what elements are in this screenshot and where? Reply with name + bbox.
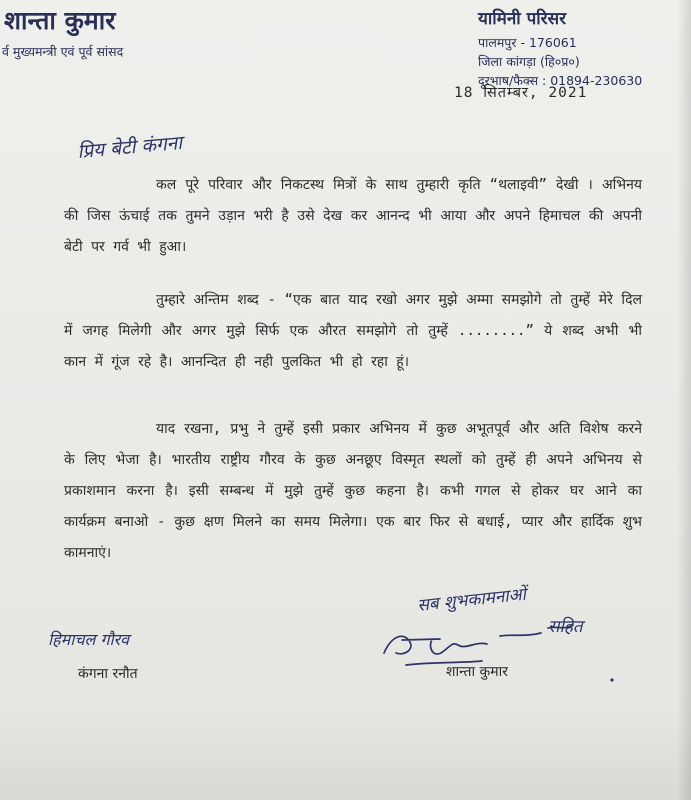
handwritten-recipient-note: हिमाचल गौरव xyxy=(48,630,130,649)
sender-name: शान्ता कुमार xyxy=(446,664,508,680)
handwritten-closing-line-1: सब शुभकामनाओं xyxy=(416,584,527,616)
page-bottom-shadow xyxy=(0,710,691,800)
paragraph-text: कल पूरे परिवार और निकटस्थ मित्रों के साथ तुम्हारी कृति “थलाइवी” देखी । अभिनय की जिस ऊंचाई तक तुमने उड़ान भरी है उसे देख कर आनन्द भी आया और अपने हिमाचल की अपनी बेटी पर गर्व भी हुआ। xyxy=(64,177,642,255)
paragraph-text: तुम्हारे अन्तिम शब्द - “एक बात याद रखो अगर मुझे अम्मा समझोगे तो तुम्हें मेरे दिल में जगह मिलेगी और अगर मुझे सिर्फ एक औरत समझोगे तो तुम्हें ........” ये शब्द अभी भी कान में गूंज रहे है। आनन्दित ही नही पुलकित भी हो रहा हूं। xyxy=(64,292,642,370)
letterhead-designation: र्व मुख्यमन्त्री एवं पूर्व सांसद xyxy=(2,44,124,59)
address-line-district: जिला कांगड़ा (हि०प्र०) xyxy=(478,54,580,69)
paragraph-text: याद रखना, प्रभु ने तुम्हें इसी प्रकार अभिनय में कुछ अभूतपूर्व और अति विशेष करने के लिए भेजा है। भारतीय राष्ट्रीय गौरव के कुछ अनछूए विस्मृत स्थलों को तुम्हें ही अपने अभिनय से प्रकाशमान करना है। इसी सम्बन्ध में मुझे तुम्हें कुछ कहना है। कभी गगल से होकर घर आने का कार्यक्रम बनाओ - कुछ क्षण मिलने का समय मिलेगा। एक बार फिर से बधाई, प्यार और हार्दिक शुभ कामनाएं। xyxy=(64,421,642,561)
handwritten-closing-line-2: सहित xyxy=(548,617,583,637)
letterhead-place: यामिनी परिसर xyxy=(478,9,567,29)
signature xyxy=(384,625,573,665)
address-line-city: पालमपुर - 176061 xyxy=(478,35,577,50)
letterhead-name: शान्ता कुमार xyxy=(4,6,116,35)
letter-date: 18 सितम्बर, 2021 xyxy=(454,85,588,101)
handwritten-salutation: प्रिय बेटी कंगना xyxy=(76,131,183,163)
address-line-phone: दूरभाष/फैक्स : 01894-230630 xyxy=(478,73,643,88)
ink-dot xyxy=(610,678,613,681)
page-edge-shadow xyxy=(677,0,691,800)
recipient-name: कंगना रनौत xyxy=(78,666,138,682)
